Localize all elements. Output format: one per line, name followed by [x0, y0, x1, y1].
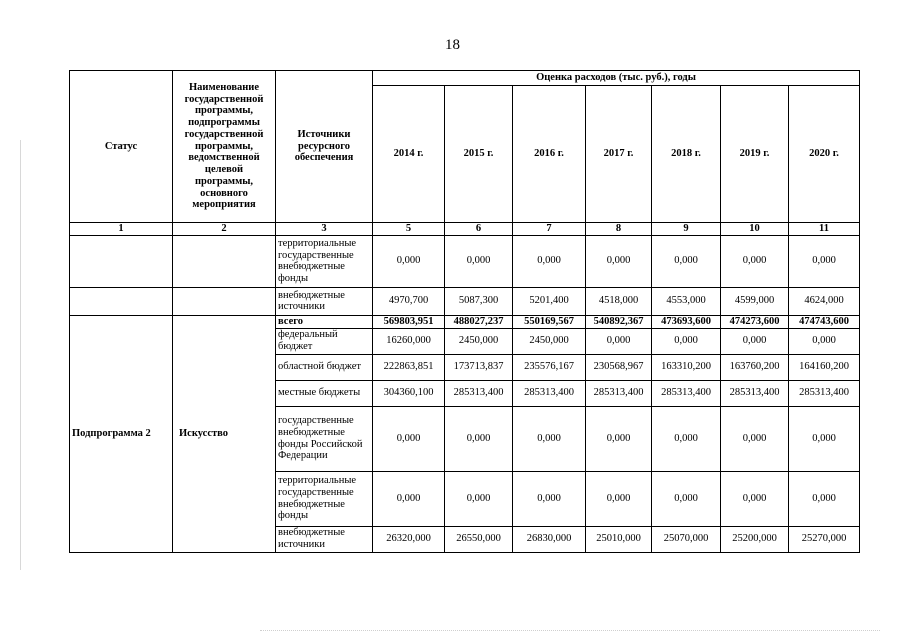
- value-cell: 16260,000: [373, 328, 445, 354]
- value-cell: 25200,000: [721, 526, 789, 552]
- column-number: 6: [445, 223, 513, 236]
- value-cell: 0,000: [652, 328, 721, 354]
- column-number: 2: [173, 223, 276, 236]
- value-cell: 285313,400: [445, 380, 513, 406]
- value-cell: 222863,851: [373, 354, 445, 380]
- column-number: 10: [721, 223, 789, 236]
- value-cell: 0,000: [445, 406, 513, 471]
- value-cell: 0,000: [789, 471, 860, 526]
- value-cell: 285313,400: [513, 380, 586, 406]
- value-cell: 0,000: [721, 471, 789, 526]
- source-cell: областной бюджет: [276, 354, 373, 380]
- header-year: 2020 г.: [789, 86, 860, 223]
- value-cell: 2450,000: [445, 328, 513, 354]
- header-year: 2014 г.: [373, 86, 445, 223]
- value-cell: 0,000: [373, 235, 445, 287]
- value-cell: 0,000: [721, 328, 789, 354]
- value-cell: 285313,400: [586, 380, 652, 406]
- source-cell: территориальные государственные внебюджетные фонды: [276, 235, 373, 287]
- value-cell: 0,000: [652, 471, 721, 526]
- header-year: 2015 г.: [445, 86, 513, 223]
- value-cell: 173713,837: [445, 354, 513, 380]
- source-cell: местные бюджеты: [276, 380, 373, 406]
- value-cell: 473693,600: [652, 315, 721, 328]
- value-cell: 25070,000: [652, 526, 721, 552]
- value-cell: 4553,000: [652, 287, 721, 315]
- value-cell: 304360,100: [373, 380, 445, 406]
- source-cell: внебюджетные источники: [276, 287, 373, 315]
- value-cell: 235576,167: [513, 354, 586, 380]
- value-cell: 230568,967: [586, 354, 652, 380]
- value-cell: 0,000: [513, 235, 586, 287]
- value-cell: 25270,000: [789, 526, 860, 552]
- source-cell: всего: [276, 315, 373, 328]
- column-number: 3: [276, 223, 373, 236]
- header-sources: Источники ресурсного обеспечения: [276, 71, 373, 223]
- value-cell: 26320,000: [373, 526, 445, 552]
- value-cell: 0,000: [652, 235, 721, 287]
- table-row: [70, 287, 860, 315]
- value-cell: 540892,367: [586, 315, 652, 328]
- value-cell: 285313,400: [721, 380, 789, 406]
- budget-table: [69, 70, 860, 553]
- value-cell: 0,000: [789, 235, 860, 287]
- value-cell: 0,000: [789, 328, 860, 354]
- scan-edge-line: [20, 140, 21, 570]
- page-number: 18: [445, 37, 460, 53]
- value-cell: 0,000: [373, 471, 445, 526]
- value-cell: 5201,400: [513, 287, 586, 315]
- table-row: [70, 235, 860, 287]
- value-cell: 0,000: [721, 406, 789, 471]
- status-cell: [70, 287, 173, 315]
- value-cell: 0,000: [652, 406, 721, 471]
- header-year: 2019 г.: [721, 86, 789, 223]
- value-cell: 474743,600: [789, 315, 860, 328]
- header-year: 2017 г.: [586, 86, 652, 223]
- value-cell: 2450,000: [513, 328, 586, 354]
- value-cell: 0,000: [586, 235, 652, 287]
- header-status: Статус: [70, 71, 173, 223]
- name-cell: [173, 287, 276, 315]
- status-cell: [70, 235, 173, 287]
- value-cell: 4970,700: [373, 287, 445, 315]
- value-cell: 0,000: [586, 328, 652, 354]
- table-row: [70, 315, 860, 328]
- value-cell: 0,000: [513, 471, 586, 526]
- value-cell: 488027,237: [445, 315, 513, 328]
- column-number: 8: [586, 223, 652, 236]
- value-cell: 4624,000: [789, 287, 860, 315]
- value-cell: 0,000: [586, 471, 652, 526]
- subprogram-name: Искусство: [173, 315, 276, 552]
- value-cell: 0,000: [445, 471, 513, 526]
- scan-noise: [260, 630, 880, 632]
- header-name: Наименование государственной программы, подпрограммы государственной программы, ведомственной целевой программы, основного мероприятия: [173, 71, 276, 223]
- value-cell: 163760,200: [721, 354, 789, 380]
- subprogram-status: Подпрограмма 2: [70, 315, 173, 552]
- value-cell: 25010,000: [586, 526, 652, 552]
- value-cell: 0,000: [721, 235, 789, 287]
- name-cell: [173, 235, 276, 287]
- column-number: 7: [513, 223, 586, 236]
- header-estimate: Оценка расходов (тыс. руб.), годы: [373, 71, 860, 86]
- value-cell: 26830,000: [513, 526, 586, 552]
- value-cell: 550169,567: [513, 315, 586, 328]
- value-cell: 285313,400: [789, 380, 860, 406]
- header-year: 2016 г.: [513, 86, 586, 223]
- value-cell: 0,000: [373, 406, 445, 471]
- value-cell: 0,000: [513, 406, 586, 471]
- value-cell: 4518,000: [586, 287, 652, 315]
- source-cell: территориальные государственные внебюджетные фонды: [276, 471, 373, 526]
- column-number: 5: [373, 223, 445, 236]
- header-year: 2018 г.: [652, 86, 721, 223]
- value-cell: 5087,300: [445, 287, 513, 315]
- value-cell: 0,000: [789, 406, 860, 471]
- value-cell: 4599,000: [721, 287, 789, 315]
- value-cell: 26550,000: [445, 526, 513, 552]
- column-number: 9: [652, 223, 721, 236]
- value-cell: 569803,951: [373, 315, 445, 328]
- column-number: 11: [789, 223, 860, 236]
- value-cell: 285313,400: [652, 380, 721, 406]
- value-cell: 0,000: [586, 406, 652, 471]
- source-cell: государственные внебюджетные фонды Российской Федерации: [276, 406, 373, 471]
- value-cell: 474273,600: [721, 315, 789, 328]
- value-cell: 163310,200: [652, 354, 721, 380]
- source-cell: внебюджетные источники: [276, 526, 373, 552]
- value-cell: 164160,200: [789, 354, 860, 380]
- value-cell: 0,000: [445, 235, 513, 287]
- source-cell: федеральный бюджет: [276, 328, 373, 354]
- column-number: 1: [70, 223, 173, 236]
